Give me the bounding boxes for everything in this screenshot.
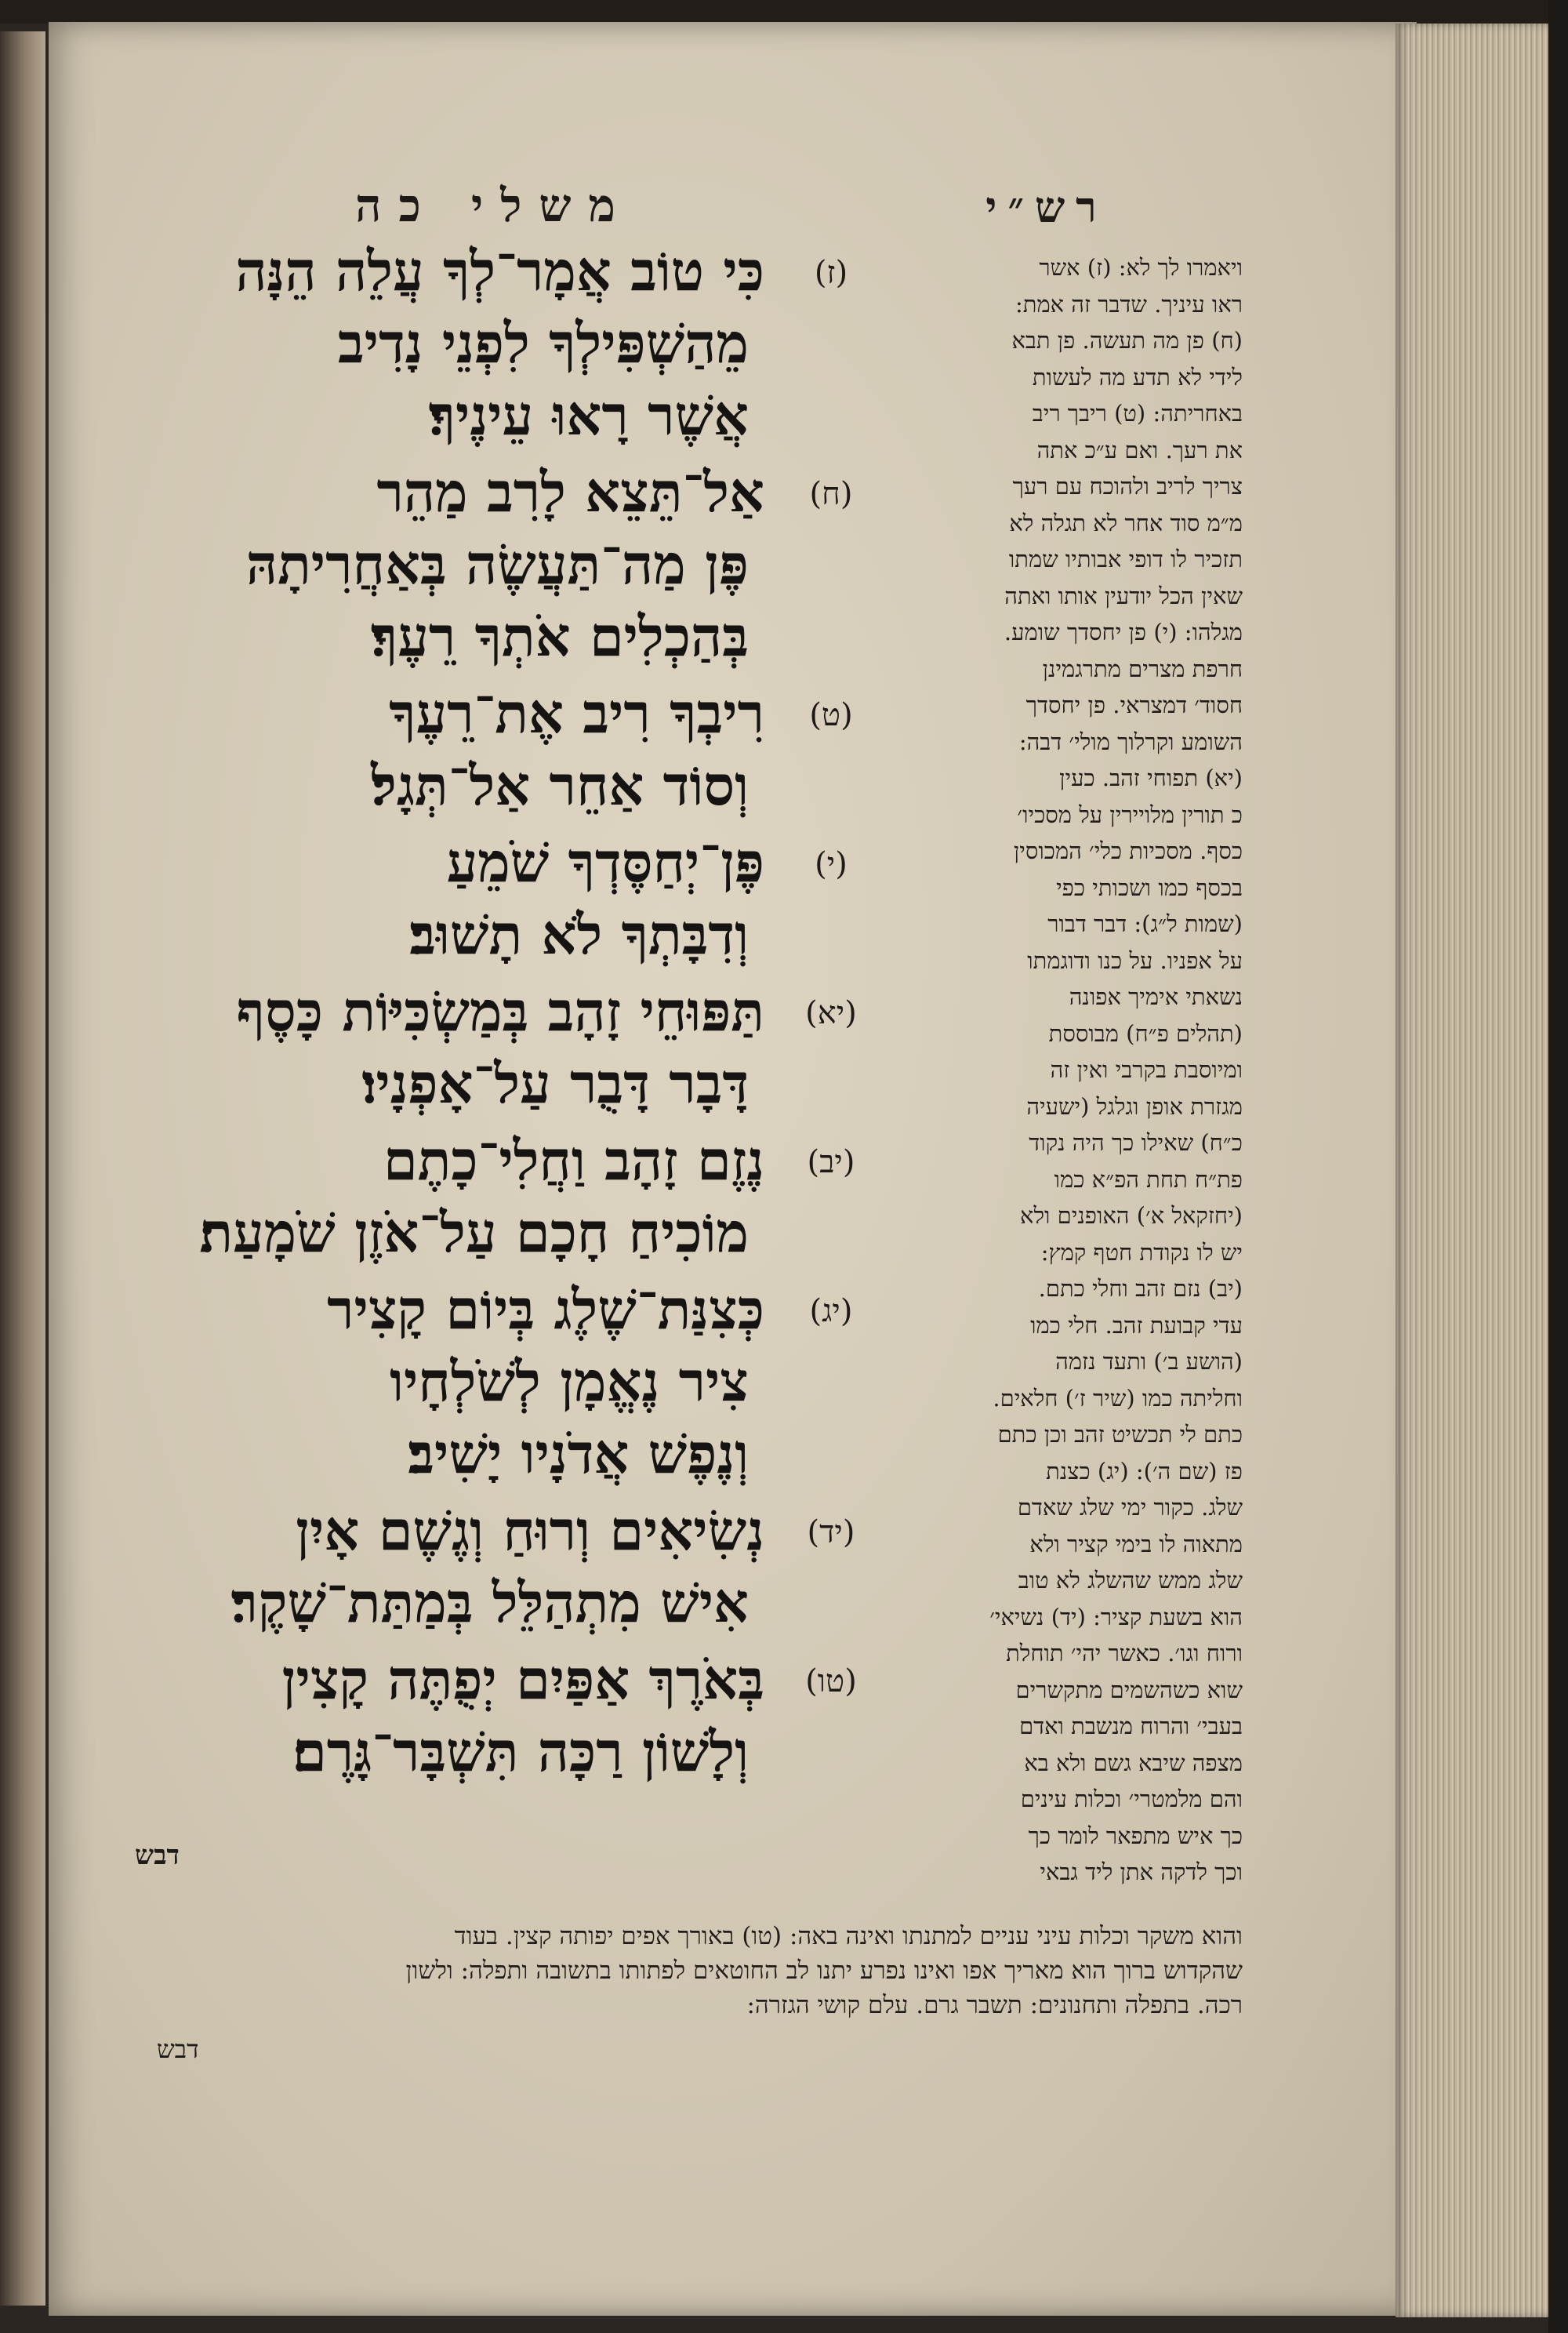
rashi-line: ראו עיניך. שדבר זה אמת: — [1015, 290, 1243, 318]
verse-line: מֵהַשְׁפִּילְךָ לִפְנֵי נָדִיב — [337, 311, 749, 376]
verse-line: בְּאֹרֶךְ אַפַּיִם יְפֻתֶּה קָצִין — [281, 1647, 764, 1712]
rashi-line: מצפה שיבא גשם ולא בא — [1024, 1749, 1243, 1776]
rashi-line: נשאתי אימיך אפונה — [1069, 983, 1243, 1010]
rashi-line: ורוח וגו׳. כאשר יהי׳ תוחלת — [1006, 1640, 1243, 1666]
verse-number: (י) — [815, 846, 848, 882]
rashi-line: (תהלים פ״ח) מבוססת — [1048, 1019, 1243, 1047]
verse-number: (טו) — [805, 1663, 857, 1699]
verse-line: כְּצִנַּת־שֶׁלֶג בְּיוֹם קָצִיר — [327, 1277, 764, 1342]
rashi-line: (ח) פן מה תעשה. פן תבא — [1011, 327, 1243, 354]
running-header-main: משלי כה — [355, 179, 633, 232]
verse-line: פֶּן מַה־תַּעֲשֶׂה בְּאַחֲרִיתָהּ — [245, 532, 749, 597]
rashi-line: באחריתה: (ט) ריבך ריב — [1032, 400, 1243, 427]
verse-line: כִּי טוֹב אֲמָר־לְךָ עֲלֵה הֵנָּה — [235, 238, 764, 303]
rashi-line: פת״ח תחת הפ״א כמו — [1054, 1165, 1243, 1193]
verse-number: (יב) — [807, 1144, 855, 1180]
rashi-line: (יא) תפוחי זהב. כעין — [1059, 765, 1243, 791]
rashi-line: ויאמרו לך לא: (ז) אשר — [1039, 254, 1243, 281]
rashi-line: יש לו נקודת חטף קמץ: — [1040, 1238, 1243, 1266]
verse-line: פֶּן־יְחַסֶּדְךָ שֹׁמֵעַ — [446, 830, 764, 895]
verse-line: רִיבְךָ רִיב אֶת־רֵעֶךָ — [389, 681, 764, 746]
rashi-line: את רעך. ואם ע״כ אתה — [1036, 436, 1243, 463]
rashi-line: מגלהו: (י) פן יחסדך שומע. — [1004, 619, 1243, 645]
commentary-line: רכה. בתפלה ותחנונים: תשבר גרם. עלם קושי הגזרה: — [746, 1991, 1243, 2019]
rashi-line: שוא כשהשמים מתקשרים — [1015, 1676, 1243, 1703]
verse — [118, 456, 866, 673]
rashi-line: מגזרת אופן וגלגל (ישעיה — [1026, 1092, 1243, 1120]
rashi-line: (הושע ב׳) ותעד נזמה — [1055, 1348, 1243, 1375]
rashi-line: שלג. כקור ימי שלג שאדם — [1017, 1494, 1243, 1521]
background-rim — [1548, 0, 1568, 2333]
catchword-top: דבש — [135, 1840, 180, 1871]
verse-line: וְדִבָּתְךָ לֹא תָשׁוּב׃ — [409, 902, 749, 967]
rashi-line: כ״ח) שאילו כך היה נקוד — [1029, 1129, 1243, 1156]
verse-number: (ט) — [809, 697, 853, 733]
page-fore-edge — [1396, 24, 1552, 2317]
rashi-line: הוא בשעת קציר: (יד) נשיאי׳ — [989, 1603, 1243, 1630]
verse-column — [118, 235, 866, 1793]
verse-number: (יג) — [809, 1293, 853, 1329]
rashi-line: (יחזקאל א׳) האופנים ולא — [1020, 1202, 1243, 1229]
rashi-line: כ תורין מלויירין על מסכיו׳ — [1017, 801, 1243, 828]
rashi-line: השומע וקרלוך מולי׳ דבה: — [1018, 728, 1243, 755]
rashi-line: לידי לא תדע מה לעשות — [1032, 363, 1243, 391]
verse-line: מוֹכִיחַ חָכָם עַל־אֹזֶן שֹׁמָעַת׃ — [199, 1200, 749, 1265]
rashi-line: צריך לריב ולהוכח עם רעך — [1012, 473, 1243, 500]
rashi-line: כתם לי תכשיט זהב וכן כתם — [997, 1421, 1243, 1448]
rashi-line: פז (שם ה׳): (יג) כצנת — [1046, 1457, 1243, 1484]
rashi-commentary-column — [894, 249, 1243, 1891]
catchword-bottom: דבש — [157, 2034, 199, 2064]
running-header-rashi: רש״י — [985, 182, 1108, 232]
rashi-line: חסוד׳ דמצראי. פן יחסדך — [1025, 692, 1243, 718]
verse — [118, 1644, 866, 1788]
rashi-line: ומיוסבת בקרבי ואין זה — [1050, 1056, 1243, 1083]
verse-line: נְשִׂיאִים וְרוּחַ וְגֶשֶׁם אָיִן — [296, 1498, 764, 1563]
rashi-line: שאין הכל יודעין אותו ואתה — [1004, 582, 1243, 609]
rashi-line: מתאוה לו בימי קציר ולא — [1029, 1530, 1243, 1557]
verse-line: וְלָשׁוֹן רַכָּה תִּשְׁבָּר־גָּרֶם׃ — [292, 1719, 749, 1784]
verse — [118, 1125, 866, 1269]
verse-number: (יד) — [807, 1514, 855, 1550]
verse-line: אֲשֶׁר רָאוּ עֵינֶיךָ׃ — [428, 383, 749, 448]
rashi-line: (שמות ל״ג): דבר דבור — [1047, 910, 1243, 937]
commentary-continuation — [137, 1919, 1243, 2022]
top-rim — [0, 0, 1568, 24]
verse-line: תַּפּוּחֵי זָהָב בְּמַשְׂכִּיּוֹת כָּסֶף — [236, 979, 764, 1044]
rashi-line: על אפניו. על כנו ודוגמתו — [1027, 947, 1243, 974]
verse-line: אִישׁ מִתְהַלֵּל בְּמַתַּת־שָׁקֶר׃ — [230, 1570, 749, 1635]
rashi-line: וכך לדקה אתן ליד גבאי — [1040, 1859, 1243, 1885]
commentary-line: שהקדוש ברוך הוא מאריך אפו ואינו נפרע יתנו לב החוטאים לפתותו בתשובה ותפלה: ולשון — [405, 1957, 1243, 1985]
rashi-line: והם מלמטרי׳ וכלות עינים — [1020, 1786, 1243, 1812]
rashi-line: שלג ממש שהשלג לא טוב — [1018, 1567, 1243, 1593]
rashi-line: כסף. מסכיות כלי׳ המכוסין — [1013, 838, 1243, 864]
verse-line: דָּבָר דָּבֻר עַל־אָפְנָיו׃ — [361, 1051, 749, 1116]
rashi-line: בעבי׳ והרוח מנשבת ואדם — [1019, 1713, 1243, 1739]
verse-line: אַל־תֵּצֵא לָרִב מַהֵר — [376, 460, 764, 525]
rashi-line: כך איש מתפאר לומר כך — [1028, 1822, 1243, 1849]
rashi-line: תזכיר לו דופי אבותיו שמתו — [1008, 546, 1243, 572]
verse — [118, 1495, 866, 1639]
verse-line: וְנֶפֶשׁ אֲדֹנָיו יָשִׁיב׃ — [408, 1421, 749, 1486]
verse-line: וְסוֹד אַחֵר אַל־תְּגָל׃ — [371, 753, 749, 818]
rashi-line: עדי קבועת זהב. חלי כמו — [1030, 1311, 1243, 1339]
previous-page-edge — [0, 31, 45, 2306]
verse-number: (יא) — [805, 995, 857, 1031]
rashi-line: מ״מ סוד אחר לא תגלה לא — [1009, 509, 1243, 536]
verse — [118, 827, 866, 971]
verse — [118, 235, 866, 452]
verse-number: (ח) — [809, 476, 853, 512]
verse — [118, 976, 866, 1120]
verse-line: צִיר נֶאֱמָן לְשֹׁלְחָיו — [390, 1349, 749, 1414]
rashi-line: בכסף כמו ושכותי כפי — [1056, 874, 1243, 901]
verse — [118, 678, 866, 822]
verse — [118, 1274, 866, 1490]
verse-line: בְּהַכְלִים אֹתְךָ רֵעֶךָ׃ — [370, 604, 749, 669]
verse-number: (ז) — [814, 255, 848, 291]
rashi-line: (יב) נזם זהב וחלי כתם. — [1038, 1275, 1243, 1302]
rashi-line: וחליתה כמו (שיר ז׳) חלאים. — [993, 1384, 1243, 1412]
rashi-line: חרפת מצרים מתרגמינן — [1042, 655, 1243, 682]
verse-line: נֶזֶם זָהָב וַחֲלִי־כָתֶם — [383, 1128, 764, 1193]
commentary-line: והוא משקר וכלות עיני עניים למתנתו ואינה באה: (טו) באורך אפים יפותה קצין. בעוד — [454, 1922, 1243, 1950]
